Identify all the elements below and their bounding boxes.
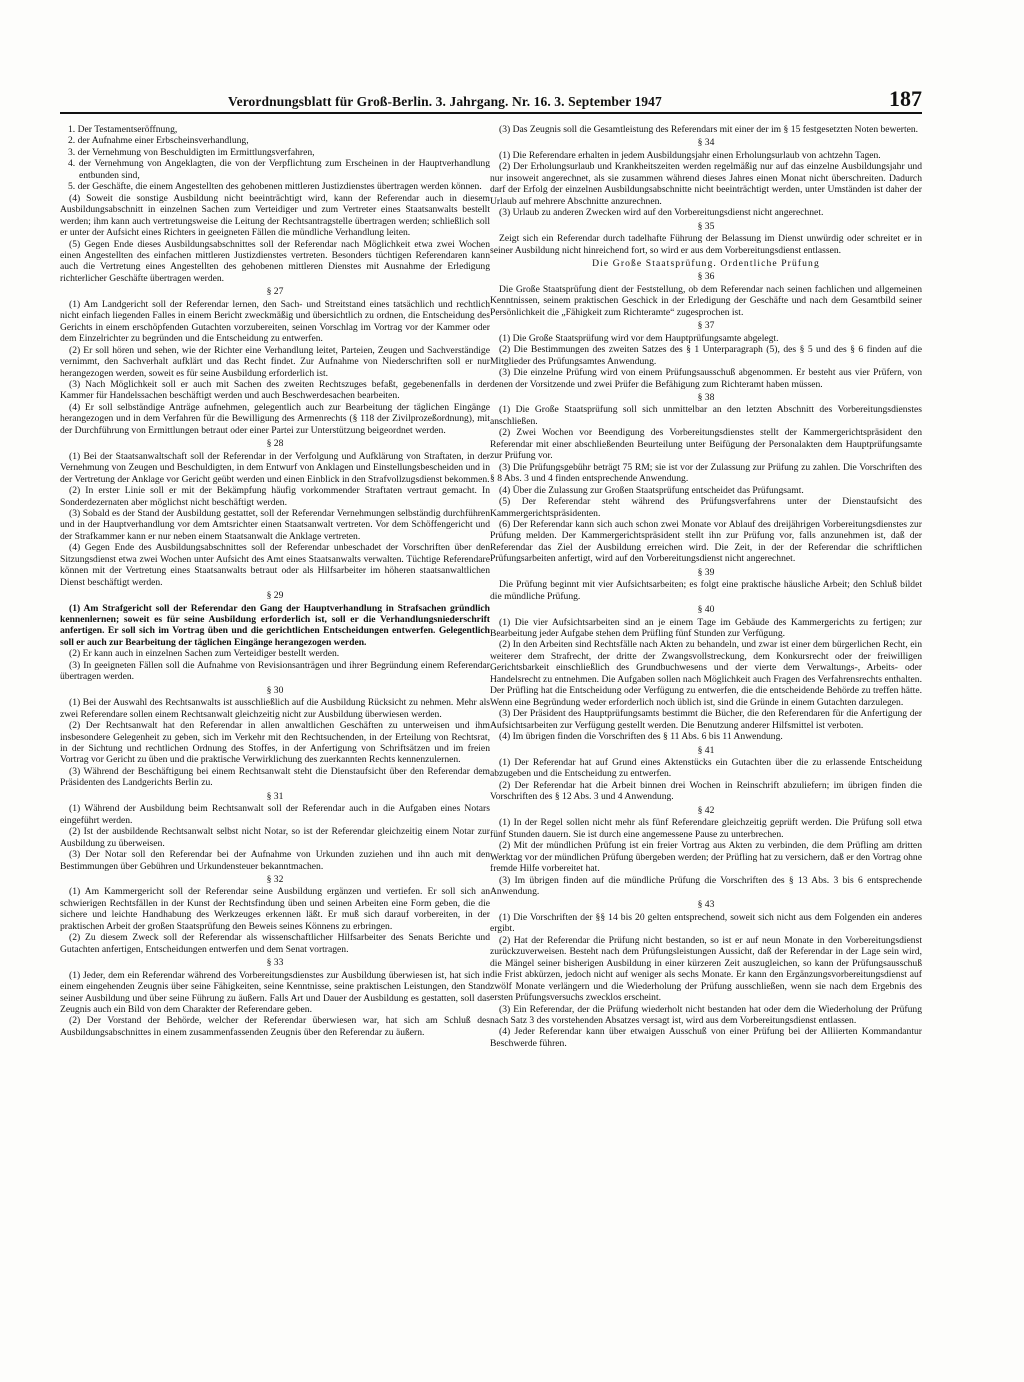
paragraph: (3) Der Präsident des Hauptprüfungsamts bestimmt die Bücher, die den Referendaren für die Anfertigung der Aufsichtsarbeiten zur Verfügung gestellt werden. Die Benutzung anderer Hilfsmittel ist verboten. <box>490 708 922 731</box>
header-title: Verordnungsblatt für Groß-Berlin. 3. Jahrgang. Nr. 16. 3. September 1947 <box>228 94 662 109</box>
section-heading: § 38 <box>697 391 715 403</box>
list-item: 5. der Geschäfte, die einem Angestellten des gehobenen mittleren Justizdienstes übertragen werden können. <box>68 181 482 193</box>
paragraph: (2) Die Bestimmungen des zweiten Satzes des § 1 Unterparagraph (5), des § 5 und des § 6 finden auf die Mitglieder des Prüfungsamtes Anwendung. <box>490 344 922 367</box>
paragraph: Die Prüfung beginnt mit vier Aufsichtsarbeiten; es folgt eine praktische häusliche Arbeit; den Schluß bildet die mündliche Prüfung. <box>490 579 922 602</box>
paragraph: (3) Nach Möglichkeit soll er auch mit Sachen des zweiten Rechtszuges befaßt, gegebenenfalls in der Kammer für Handelssachen beschäftigt werden und auch Beschwerdesachen bearbeiten. <box>60 378 490 402</box>
paragraph: (2) Mit der mündlichen Prüfung ist ein freier Vortrag aus Akten zu verbinden, die dem Prüfling am dritten Werktag vor der mündlichen Prüfung übergeben werden; der Prüfling hat zu versichern, daß er den Vortrag ohne fremde Hilfe vorbereitet hat. <box>490 840 922 875</box>
part-heading: Die Große Staatsprüfung. Ordentliche Prüfung <box>592 257 820 269</box>
section-heading: § 27 <box>266 286 284 298</box>
list-item: 3. der Vernehmung von Beschuldigten im Ermittlungsverfahren, <box>68 146 315 158</box>
paragraph: (4) Gegen Ende des Ausbildungsabschnittes soll der Referendar unbeschadet der Vorschriften über den Sitzungsdienst etwa zwei Wochen unter Aufsicht des Amt eines Staatsanwalts verwalten. Tüchtige Referendare können mit der Vertretung eines Staatsanwalts betraut oder als Hilfsarbeiter im höheren staatsanwaltlichen Dienst beschäftigt werden. <box>60 542 490 588</box>
page-header <box>228 80 922 110</box>
paragraph: (2) Ist der ausbildende Rechtsanwalt selbst nicht Notar, so ist der Referendar gleichzeitig einem Notar zur Ausbildung zu überweisen. <box>60 826 490 849</box>
paragraph: (1) Bei der Staatsanwaltschaft soll der Referendar in der Verfolgung und Aufklärung von Straftaten, in der Vernehmung von Zeugen und Beschuldigten, in dem Entwurf von Anklagen und Einstellungsbescheiden und in der Vertretung der Anklage vor Gericht geübt werden und einen Einblick in den Strafvollzugsdienst bekommen. <box>60 450 490 485</box>
section-heading: § 31 <box>266 790 284 802</box>
paragraph: (1) Die Große Staatsprüfung wird vor dem Hauptprüfungsamte abgelegt. <box>499 332 779 344</box>
paragraph: (3) Sobald es der Stand der Ausbildung gestattet, soll der Referendar Vernehmungen selbständig durchführen und in der Hauptverhandlung vor dem Amtsrichter einen Staatsanwalt vertreten. Vor dem Schöffengericht und der Strafkammer kann er nur neben einem Staatsanwalt die Anklage vertreten. <box>60 507 490 542</box>
list-item: 4. der Vernehmung von Angeklagten, die von der Verpflichtung zum Erscheinen in der Hauptverhandlung entbunden sind, <box>68 158 490 181</box>
paragraph: (4) Soweit die sonstige Ausbildung nicht beeinträchtigt wird, kann der Referendar auch in diesem Ausbildungsabschnitt in einzelnen Sachen zum Verteidiger und zum Vertreter eines Staatsanwalts bestellt werden; ihm kann auch vertretungsweise die Leitung der Rechtsantragstelle übertragen werden; schließlich soll er unter der Aufsicht eines Richters in geeigneten Fällen die mündliche Verhandlung leiten. <box>60 192 490 239</box>
paragraph: Die Große Staatsprüfung dient der Feststellung, ob dem Referendar nach seinen fachlichen und allgemeinen Kenntnissen, seinem praktischen Geschick in der Erledigung der Geschäfte und nach dem Gesamtbild seiner Persönlichkeit die „Fähigkeit zum Richteramte“ zugesprochen ist. <box>490 283 922 318</box>
paragraph: (2) Hat der Referendar die Prüfung nicht bestanden, so ist er auf neun Monate in den Vorbereitungsdienst zurückzuverweisen. Besteht nach dem Prüfungsleistungen Aussicht, daß der Referendar in der Lage sein wird, die Mängel seiner bisherigen Ausbildung in einer kürzeren Zeit auszugleichen, so kann der Prüfungsausschuß die Frist abkürzen, jedoch nicht auf weniger als sechs Monate. Er kann den Ergänzungsvorbereitungsdienst auf zwölf Monate verlängern und die Wiederholung der Prüfung ausschließen, wenn sie nach dem Ergebnis des ersten Prüfungsversuchs zwecklos erscheint. <box>490 934 922 1004</box>
paragraph: (2) Der Referendar hat die Arbeit binnen drei Wochen in Reinschrift abzuliefern; im übrigen finden die Vorschriften des § 12 Abs. 3 und 4 Anwendung. <box>490 779 922 803</box>
paragraph: (3) Urlaub zu anderen Zwecken wird auf den Vorbereitungsdienst nicht angerechnet. <box>499 207 824 219</box>
paragraph: (1) Jeder, dem ein Referendar während des Vorbereitungsdienstes zur Ausbildung überwiesen ist, hat sich in einem eingehenden Zeugnis über seine Fähigkeiten, seine Kenntnisse, seine praktischen Leistungen, den Stand seiner Ausbildung und über seine Führung zu äußern. Falls Art und Dauer der Ausbildung es gestatten, soll das Zeugnis auch ein Bild von dem Charakter der Referendare geben. <box>60 969 490 1015</box>
paragraph: (1) Der Referendar hat auf Grund eines Aktenstücks ein Gutachten über die zu erlassende Entscheidung abzugeben und die Entscheidung zu entwerfen. <box>490 757 922 780</box>
paragraph: (2) Zu diesem Zweck soll der Referendar als wissenschaftlicher Hilfsarbeiter des Senats Berichte und Gutachten anfertigen, Entscheidungen entwerfen und dem Senat vortragen. <box>60 932 490 955</box>
paragraph: (1) Während der Ausbildung beim Rechtsanwalt soll der Referendar auch in die Aufgaben eines Notars eingeführt werden. <box>60 803 490 826</box>
paragraph: (1) Die Große Staatsprüfung soll sich unmittelbar an den letzten Abschnitt des Vorbereitungsdienstes anschließen. <box>490 404 922 427</box>
section-heading: § 33 <box>266 957 284 969</box>
paragraph: (1) Bei der Auswahl des Rechtsanwalts ist ausschließlich auf die Ausbildung Rücksicht zu nehmen. Mehr als zwei Referendare sollen einem Rechtsanwalt gleichzeitig nicht zur Ausbildung überwiesen werden. <box>60 697 490 720</box>
page-number: 187 <box>889 86 922 111</box>
paragraph: (4) Im übrigen finden die Vorschriften des § 11 Abs. 6 bis 11 Anwendung. <box>499 731 783 743</box>
paragraph: (2) In den Arbeiten sind Rechtsfälle nach Akten zu behandeln, und zwar ist einer dem bürgerlichen Recht, ein weiterer dem Strafrecht, der dritte der Zwangsvollstreckung, dem Konkursrecht oder der freiwilligen Gerichtsbarkeit einschließlich des Grundbuchwesens und der vierte dem Verwaltungs-, Arbeits- oder Handelsrecht zu entnehmen. Die Aufgaben sollen nach Möglichkeit auch Fragen des Verfahrensrechts enthalten. Der Prüfling hat die Entscheidung oder Verfügung zu entwerfen, die die entscheidende Behörde zu treffen hätte. Wenn eine Begründung weder erforderlich noch üblich ist, sind die Gründe in einem Gutachten darzulegen. <box>490 639 922 708</box>
list-item: 2. der Aufnahme einer Erbscheinsverhandlung, <box>68 135 249 147</box>
paragraph: (2) Er kann auch in einzelnen Sachen zum Verteidiger bestellt werden. <box>69 648 340 660</box>
paragraph: (1) Die vier Aufsichtsarbeiten sind an je einem Tage im Gebäude des Kammergerichts zu fertigen; zur Bearbeitung jeder Aufgabe stehen dem Prüfling fünf Stunden zur Verfügung. <box>490 616 922 640</box>
paragraph: (3) Während der Beschäftigung bei einem Rechtsanwalt steht die Dienstaufsicht über den Referendar dem Präsidenten des Landgerichts Berlin zu. <box>60 765 490 789</box>
paragraph: (1) Die Vorschriften der §§ 14 bis 20 gelten entsprechend, soweit sich nicht aus dem Folgenden ein anderes ergibt. <box>490 911 922 935</box>
paragraph: (2) Der Rechtsanwalt hat den Referendar in allen anwaltlichen Geschäften zu unterweisen und ihm insbesondere Gelegenheit zu geben, sich im Verkehr mit den Rechtsuchenden, in der Erteilung von Rechtsrat, in der Sichtung und rechtlichen Ordnung des Stoffes, in der Anfertigung von Schriftsätzen und im freien Vortrag vor Gericht zu üben und die praktische Verwirklichung des zuerkannten Rechts kennenzulernen. <box>60 720 490 766</box>
paragraph: Zeigt sich ein Referendar durch tadelhafte Führung der Belassung im Dienst unwürdig oder schreitet er in seiner Ausbildung nicht hinreichend fort, so wird er aus dem Vorbereitungsdienst entlassen. <box>490 233 922 256</box>
paragraph: (1) Am Kammergericht soll der Referendar seine Ausbildung ergänzen und vertiefen. Er soll sich an schwierigen Rechtsfällen in der Kunst der Rechtsfindung üben und seinen Arbeiten eine Form geben, die die sichere und leichte Handhabung des Werkzeuges erkennen läßt. Er muß sich darauf vorbereiten, in der praktischen Arbeit der großen Staatsprüfung den Beweis seines Könnens zu erbringen. <box>60 886 490 932</box>
paragraph: (4) Jeder Referendar kann über etwaigen Ausschuß von einer Prüfung bei der Alliierten Kommandantur Beschwerde führen. <box>490 1026 922 1049</box>
section-heading: § 43 <box>697 899 715 911</box>
paragraph: (3) Die Prüfungsgebühr beträgt 75 RM; sie ist vor der Zulassung zur Prüfung zu zahlen. Die Vorschriften des § 8 Abs. 3 und 4 finden entsprechende Anwendung. <box>490 461 922 485</box>
section-heading: § 40 <box>697 604 715 616</box>
section-heading: § 30 <box>266 684 284 696</box>
section-heading: § 34 <box>697 137 715 149</box>
section-heading: § 41 <box>697 744 715 756</box>
paragraph: (3) Die einzelne Prüfung wird von einem Prüfungsausschuß abgenommen. Er besteht aus vier Prüfern, von denen der Vorsitzende und zwei Prüfer die Befähigung zum Richteramt haben müssen. <box>490 367 922 390</box>
section-heading: § 32 <box>266 874 284 885</box>
paragraph: (2) Der Vorstand der Behörde, welcher der Referendar überwiesen war, hat sich am Schluß des Ausbildungsabschnittes in einem zusammenfassenden Zeugnis über den Referendar zu äußern. <box>60 1015 490 1038</box>
paragraph: (2) In erster Linie soll er mit der Bekämpfung häufig vorkommender Straftaten vertraut gemacht. In Sonderdezernaten aber möglichst nicht beschäftigt werden. <box>60 485 490 508</box>
section-heading: § 28 <box>266 438 284 450</box>
paragraph: (4) Er soll selbständige Anträge aufnehmen, gelegentlich auch zur Bearbeitung der täglichen Eingänge herangezogen und in dem Verfahren für die Bewilligung des Armenrechts (§ 118 der Zivilprozeßordnung), mit der Durchführung von Ermittlungen betraut oder einer Partei zur Unterstützung beigeordnet werden. <box>60 401 490 436</box>
section-heading: § 35 <box>697 220 715 232</box>
section-heading: § 42 <box>697 804 715 816</box>
paragraph: (3) Ein Referendar, der die Prüfung wiederholt nicht bestanden hat oder dem die Wiederholung der Prüfung nach Satz 3 des vorstehenden Absatzes versagt ist, wird aus dem Vorbereitungsdienst entlassen. <box>490 1003 922 1026</box>
section-heading: § 29 <box>266 590 284 602</box>
paragraph: (2) Der Erholungsurlaub und Krankheitszeiten werden regelmäßig nur auf das einzelne Ausbildungsjahr und nur insoweit angerechnet, als sie zusammen während dieses Jahres einen Monat nicht überschreiten. Dadurch darf der Erfolg der einzelnen Ausbildungsabschnitte nicht beeinträchtigt werden, unter Umständen ist daher der Urlaub auf mehrere Abschnitte anzurechnen. <box>490 161 922 207</box>
section-heading: § 36 <box>697 271 715 283</box>
right-column <box>490 124 922 1049</box>
paragraph: (6) Der Referendar kann sich auch schon zwei Monate vor Ablauf des dreijährigen Vorbereitungsdienstes zur Prüfung melden. Der Kammergerichtspräsident stellt ihn zur Prüfung vor, falls anzunehmen ist, daß der Referendar das Ziel der Ausbildung erreichen wird. Die Zeit, in der der Referendar die schriftlichen Prüfungsarbeiten anfertigt, wird auf den Vorbereitungsdienst nicht angerechnet. <box>490 518 922 565</box>
paragraph: (3) Das Zeugnis soll die Gesamtleistung des Referendars mit einer der im § 15 festgesetzten Noten bewerten. <box>499 124 919 135</box>
paragraph: (5) Der Referendar steht während des Prüfungsverfahrens unter der Dienstaufsicht des Kammergerichtspräsidenten. <box>490 496 922 519</box>
header-divider <box>60 112 922 114</box>
list-item: 1. Der Testamentseröffnung, <box>68 124 178 135</box>
paragraph: (1) Die Referendare erhalten in jedem Ausbildungsjahr einen Erholungsurlaub von achtzehn Tagen. <box>499 149 881 161</box>
paragraph: (1) Am Strafgericht soll der Referendar den Gang der Hauptverhandlung in Strafsachen gründlich kennenlernen; soweit es für seine Ausbildung erforderlich ist, soll er die Verhandlungsniederschrift anfertigen. Er soll sich im Vortrag üben und die gerichtlichen Entscheidungen entwerfen. Gelegentlich soll er auch zur Bearbeitung der täglichen Eingänge herangezogen werden. <box>60 602 490 648</box>
paragraph: (3) In geeigneten Fällen soll die Aufnahme von Revisionsanträgen und ihrer Begründung einem Referendar übertragen werden. <box>60 659 490 683</box>
paragraph: (4) Über die Zulassung zur Großen Staatsprüfung entscheidet das Prüfungsamt. <box>499 484 804 496</box>
paragraph: (2) Zwei Wochen vor Beendigung des Vorbereitungsdienstes stellt der Kammergerichtspräsident den Referendar mit einer abschließenden Beurteilung unter Beifügung der Personalakten dem Hauptprüfungsamte zur Prüfung vor. <box>490 427 922 462</box>
section-heading: § 39 <box>697 566 715 578</box>
paragraph: (3) Der Notar soll den Referendar bei der Aufnahme von Urkunden zuziehen und ihn auch mit den Bestimmungen über Gebühren und Urkundensteuer bekanntmachen. <box>60 849 490 872</box>
paragraph: (2) Er soll hören und sehen, wie der Richter eine Verhandlung leitet, Parteien, Zeugen und Sachverständige vernimmt, den Sachverhalt aufklärt und das Recht findet. Zur Aufnahme von Niederschriften soll er nur herangezogen werden, soweit es für seine Ausbildung erforderlich ist. <box>60 344 490 379</box>
paragraph: (1) In der Regel sollen nicht mehr als fünf Referendare gleichzeitig geprüft werden. Die Prüfung soll etwa fünf Stunden dauern. Sie ist durch eine angemessene Pause zu unterbrechen. <box>490 817 922 840</box>
left-column <box>60 124 490 1038</box>
paragraph: (5) Gegen Ende dieses Ausbildungsabschnittes soll der Referendar nach Möglichkeit etwa zwei Wochen einen Angestellten des einfachen mittleren Justizdienstes vertreten. Besonders tüchtigen Referendaren kann auch die Vertretung eines Angestellten des gehobenen mittleren Dienstes mit Ausnahme der Erledigung richterlicher Geschäfte übertragen werden. <box>60 238 490 284</box>
paragraph: (1) Am Landgericht soll der Referendar lernen, den Sach- und Streitstand eines tatsächlich und rechtlich nicht einfach liegenden Falles in einem Bericht zweckmäßig und übersichtlich zu ordnen, die Entscheidung des Gerichts in einem erschöpfenden Gutachten vorzubereiten, seinen Vorschlag im Vortrag vor der Kammer oder dem Einzelrichter zu begründen und die Entscheidung zu entwerfen. <box>60 298 490 345</box>
section-heading: § 37 <box>697 320 715 332</box>
paragraph: (3) Im übrigen finden auf die mündliche Prüfung die Vorschriften des § 13 Abs. 3 bis 6 entsprechende Anwendung. <box>490 874 922 897</box>
